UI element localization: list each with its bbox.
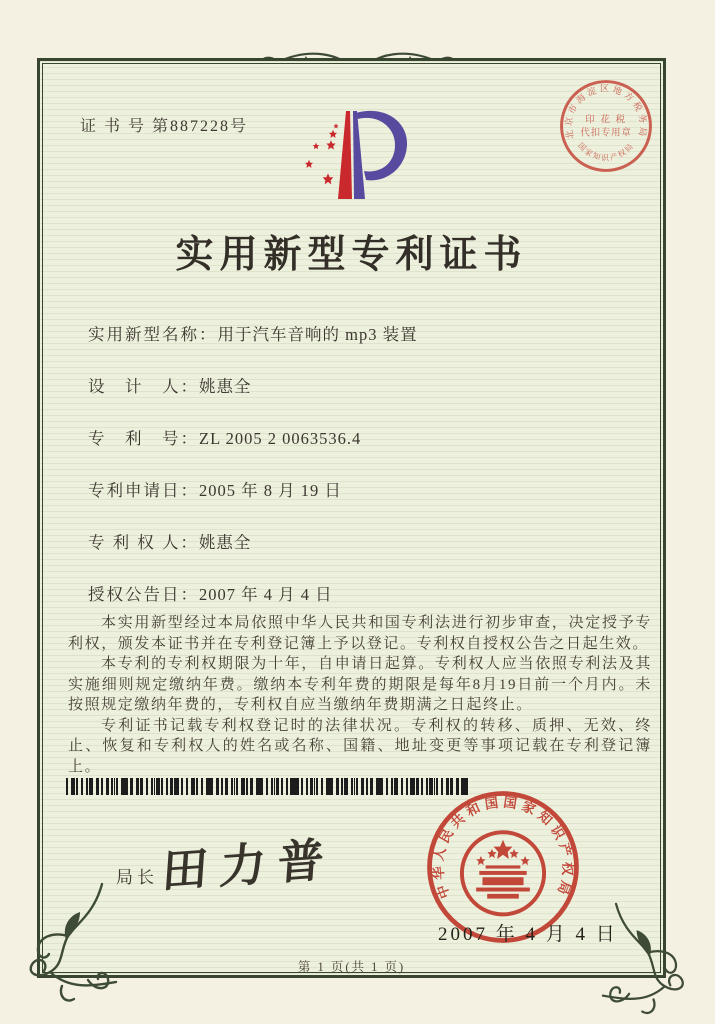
corner-flourish-bottom-left: [18, 882, 122, 1008]
field-value: 用于汽车音响的 mp3 装置: [217, 325, 418, 344]
cnipa-logo-icon: [296, 105, 418, 205]
legal-paragraph: 本专利的专利权期限为十年，自申请日起算。专利权人应当依照专利法及其实施细则规定缴纳年费。缴纳本专利年费的期限是每年8月19日前一个月内。未按照规定缴纳年费的，专利权自应当缴纳年费期满之日起终止。: [68, 656, 652, 713]
field-value: 姚惠全: [198, 533, 252, 552]
certificate-frame: [37, 58, 666, 978]
tax-stamp-ring-top-text: 北京市海淀区地方税务局: [563, 83, 649, 141]
national-emblem-icon: [462, 832, 544, 914]
page-title: 实用新型专利证书: [175, 234, 528, 276]
footer-page-number: 第 1 页(共 1 页): [297, 960, 406, 974]
field-label: 专 利 权 人：: [88, 533, 199, 552]
barcode: [66, 778, 470, 795]
office-seal-ring-text: 中华人民共和国国家知识产权局: [430, 794, 576, 901]
logo-red-wedge: [338, 111, 352, 199]
field-utility-model-name: [88, 321, 418, 345]
field-label: 专 利 号：: [88, 429, 199, 448]
field-value: 2007 年 4 月 4 日: [199, 585, 333, 604]
svg-text:国家知识产权局: [576, 141, 636, 162]
tax-stamp-center-line1: 印 花 税: [585, 115, 627, 126]
logo-purple-stem: [353, 111, 365, 199]
tax-stamp-seal: [559, 79, 653, 173]
field-value: ZL 2005 2 0063536.4: [199, 429, 362, 448]
field-value: 2005 年 8 月 19 日: [199, 481, 342, 500]
tax-stamp-center-line2: 代扣专用章: [580, 128, 632, 139]
field-filing-date: [88, 477, 342, 501]
field-label: 专利申请日：: [88, 481, 199, 500]
field-patentee: [88, 529, 251, 553]
field-patent-number: [88, 425, 361, 449]
field-grant-date: [88, 581, 333, 605]
logo-stars-icon: [305, 123, 338, 184]
director-label: 局长: [116, 868, 158, 887]
field-value: 姚惠全: [199, 377, 252, 396]
certificate-number: 证 书 号 第887228号: [80, 118, 249, 135]
director-signature: 田力普: [160, 831, 338, 899]
legal-paragraph: 专利证书记载专利权登记时的法律状况。专利权的转移、质押、无效、终止、恢复和专利权人的姓名或名称、国籍、地址变更等事项记载在专利登记簿上。: [68, 717, 652, 775]
field-label: 实用新型名称：: [88, 325, 218, 344]
field-label: 授权公告日：: [88, 585, 199, 604]
tax-stamp-ring-bottom-text: 国家知识产权局: [576, 140, 636, 163]
field-label: 设 计 人：: [88, 377, 199, 396]
field-designer: [88, 373, 252, 397]
legal-text: [68, 613, 652, 777]
legal-paragraph: 本实用新型经过本局依照中华人民共和国专利法进行初步审查，决定授予专利权，颁发本证书并在专利登记簿上予以登记。专利权自授权公告之日起生效。: [68, 615, 652, 652]
logo-p-bowl: [356, 111, 407, 180]
issue-date: 2007 年 4 月 4 日: [438, 924, 618, 945]
